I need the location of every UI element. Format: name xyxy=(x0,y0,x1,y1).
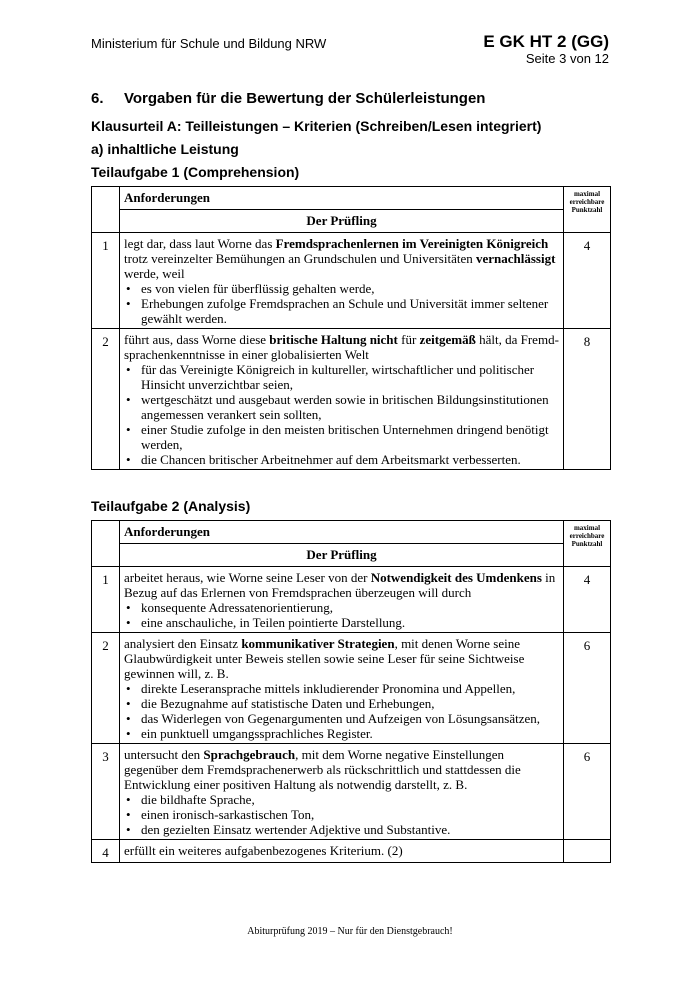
section-number: 6. xyxy=(91,90,104,107)
row-intro xyxy=(124,636,559,681)
table-header-row xyxy=(92,187,611,210)
table-row xyxy=(92,329,611,470)
emphasis: britische Haltung nicht xyxy=(269,332,398,347)
table-row xyxy=(92,840,611,863)
bullet-item: • die Chancen britischer Arbeitnehmer auf dem Arbeitsmarkt verbesserten. xyxy=(124,452,559,467)
row-number: 1 xyxy=(92,233,120,329)
emphasis: Sprachgebrauch xyxy=(203,747,296,762)
bullet-item: • es von vielen für überflüssig gehalten werde, xyxy=(124,281,559,296)
text-run: analysiert den Einsatz xyxy=(124,636,242,651)
document-header xyxy=(483,33,609,67)
task1-body xyxy=(92,187,611,470)
table-subheader-row xyxy=(92,210,611,233)
emphasis: kommunikativer Strategien xyxy=(241,636,395,651)
bullet-item: • eine anschauliche, in Teilen pointierte Darstellung. xyxy=(124,615,559,630)
task2-body xyxy=(92,521,611,863)
row-intro xyxy=(124,843,559,858)
max-points-header: maximal erreichbare Punktzahl xyxy=(564,187,611,233)
subheading: Klausurteil A: Teilleistungen – Kriterien (Schreiben/Lesen integriert) xyxy=(91,118,542,134)
bullet-item: • den gezielten Einsatz wertender Adjektive und Substantive. xyxy=(124,822,559,837)
empty-cell xyxy=(92,521,120,567)
row-points: 6 xyxy=(564,744,611,840)
row-points: 4 xyxy=(564,233,611,329)
row-number: 3 xyxy=(92,744,120,840)
row-description xyxy=(120,329,564,470)
requirements-header: Anforderungen xyxy=(120,187,564,210)
row-number: 4 xyxy=(92,840,120,863)
text-run: untersucht den xyxy=(124,747,204,762)
text-run: in Bezug auf das Erlernen von Fremdsprachen überzeugen will durch xyxy=(124,570,556,600)
row-description xyxy=(120,840,564,863)
subsubheading: a) inhaltliche Leistung xyxy=(91,141,239,157)
bullet-item: • konsequente Adressatenorientierung, xyxy=(124,600,559,615)
row-intro xyxy=(124,332,559,362)
emphasis: vernachlässigt xyxy=(475,251,556,266)
text-run: erfüllt ein weiteres aufgabenbezogenes Kriterium. (2) xyxy=(124,843,403,858)
row-number: 2 xyxy=(92,329,120,470)
max-points-header: maximal erreichbare Punktzahl xyxy=(564,521,611,567)
text-run: arbeitet heraus, wie Worne seine Leser von der xyxy=(124,570,371,585)
text-run: werde, weil xyxy=(124,266,185,281)
task2-table xyxy=(91,520,611,863)
row-points: 4 xyxy=(564,567,611,633)
text-run: für xyxy=(397,332,420,347)
text-run: , mit denen Worne seine Glaubwürdigkeit unter Beweis stellen sowie seine Leser für seine Sichtweise gewinnen will, z. B. xyxy=(124,636,525,681)
row-number: 2 xyxy=(92,633,120,744)
footer-note: Abiturprüfung 2019 – Nur für den Dienstgebrauch! xyxy=(247,926,453,937)
text-run: hält, da Fremdsprachenkenntnisse in einer globalisierten Welt xyxy=(124,332,559,362)
bullet-list xyxy=(124,362,559,467)
row-intro xyxy=(124,747,559,792)
row-description xyxy=(120,567,564,633)
bullet-item: • wertgeschätzt und ausgebaut werden sowie in britischen Bildungsinstitutionen angemessen verankert sein sollten, xyxy=(124,392,559,422)
row-points: 6 xyxy=(564,633,611,744)
bullet-list xyxy=(124,792,559,837)
page-number: Seite 3 von 12 xyxy=(525,51,609,66)
candidate-header: Der Prüfling xyxy=(120,210,564,233)
section-title: Vorgaben für die Bewertung der Schülerleistungen xyxy=(124,90,486,107)
row-description xyxy=(120,633,564,744)
emphasis: Fremdsprachenlernen im Vereinigten Königreich xyxy=(275,236,549,251)
bullet-item: • das Widerlegen von Gegenargumenten und Aufzeigen von Lösungsansätzen, xyxy=(124,711,559,726)
task1-table xyxy=(91,186,611,470)
table-subheader-row xyxy=(92,544,611,567)
requirements-header: Anforderungen xyxy=(120,521,564,544)
exam-code: E GK HT 2 (GG) xyxy=(483,32,609,51)
ministry-name: Ministerium für Schule und Bildung NRW xyxy=(91,36,327,51)
row-description xyxy=(120,233,564,329)
bullet-item: • Erhebungen zufolge Fremdsprachen an Schule und Universität immer seltener gewählt werden. xyxy=(124,296,559,326)
section-heading xyxy=(91,90,485,107)
table-row xyxy=(92,233,611,329)
emphasis: zeitgemäß xyxy=(419,332,476,347)
candidate-header: Der Prüfling xyxy=(120,544,564,567)
bullet-item: • ein punktuell umgangssprachliches Register. xyxy=(124,726,559,741)
row-points xyxy=(564,840,611,863)
emphasis: Notwendigkeit des Umdenkens xyxy=(370,570,542,585)
bullet-item: • einen ironisch-sarkastischen Ton, xyxy=(124,807,559,822)
task2-title: Teilaufgabe 2 (Analysis) xyxy=(91,498,251,514)
bullet-list xyxy=(124,600,559,630)
bullet-item: • für das Vereinigte Königreich in kultureller, wirtschaftlicher und politischer Hinsicht unverzichtbar seien, xyxy=(124,362,559,392)
row-intro xyxy=(124,236,559,281)
bullet-item: • direkte Leseransprache mittels inkludierender Pronomina und Appellen, xyxy=(124,681,559,696)
row-number: 1 xyxy=(92,567,120,633)
row-description xyxy=(120,744,564,840)
empty-cell xyxy=(92,187,120,233)
text-run: legt dar, dass laut Worne das xyxy=(124,236,276,251)
text-run: führt aus, dass Worne diese xyxy=(124,332,270,347)
bullet-list xyxy=(124,681,559,741)
table-header-row xyxy=(92,521,611,544)
text-run: , mit dem Worne negative Einstellungen gegenüber dem Fremdsprachenerwerb als rückschrittlich und stattdessen die Entwicklung einer positiven Haltung als notwendig darstellt, z. B. xyxy=(124,747,521,792)
bullet-item: • die bildhafte Sprache, xyxy=(124,792,559,807)
task1-title: Teilaufgabe 1 (Comprehension) xyxy=(91,164,300,180)
text-run: trotz vereinzelter Bemühungen an Grundschulen und Universitäten xyxy=(124,251,476,266)
table-row xyxy=(92,633,611,744)
table-row xyxy=(92,567,611,633)
row-intro xyxy=(124,570,559,600)
bullet-item: • einer Studie zufolge in den meisten britischen Unternehmen dringend benötigt werden, xyxy=(124,422,559,452)
bullet-list xyxy=(124,281,559,326)
bullet-item: • die Bezugnahme auf statistische Daten und Erhebungen, xyxy=(124,696,559,711)
row-points: 8 xyxy=(564,329,611,470)
table-row xyxy=(92,744,611,840)
